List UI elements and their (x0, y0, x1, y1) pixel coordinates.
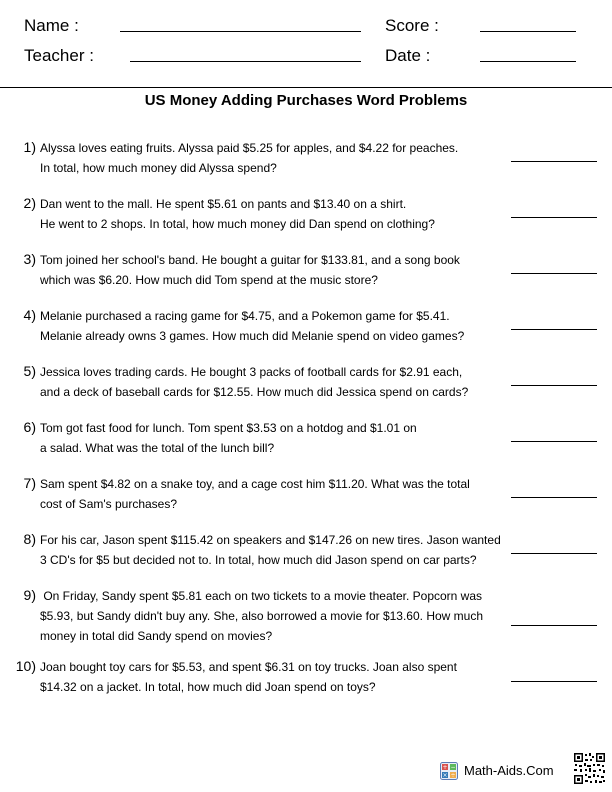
answer-blank[interactable] (511, 273, 597, 274)
problem-line: Melanie purchased a racing game for $4.75, and a Pokemon game for $5.41. (40, 309, 450, 323)
answer-blank[interactable] (511, 441, 597, 442)
problem-text (40, 306, 508, 346)
date-label: Date : (385, 46, 431, 65)
svg-text:+: + (442, 764, 448, 771)
problem-number: 8) (23, 531, 36, 547)
problem-line: On Friday, Sandy spent $5.81 each on two tickets to a movie theater. Popcorn was (40, 589, 483, 603)
problem-line: money in total did Sandy spend on movies? (40, 629, 273, 643)
answer-blank[interactable] (511, 385, 597, 386)
problem-line: Tom joined her school's band. He bought a guitar for $133.81, and a song book (40, 253, 460, 267)
problem-line: In total, how much money did Alyssa spend? (40, 161, 277, 175)
site-name[interactable]: Math-Aids.Com (464, 763, 554, 778)
problem-text (40, 530, 508, 570)
problem-number: 4) (23, 307, 36, 323)
problem-text (40, 250, 508, 290)
problem-text (40, 474, 508, 514)
problem-line: Tom got fast food for lunch. Tom spent $3.53 on a hotdog and $1.01 on (40, 421, 417, 435)
header-divider (0, 87, 612, 88)
calculator-icon (440, 762, 458, 780)
qr-code-icon (573, 752, 606, 785)
svg-text:×: × (442, 772, 448, 779)
problem-number: 1) (23, 139, 36, 155)
svg-text:−: − (450, 764, 456, 771)
problem-line: Sam spent $4.82 on a snake toy, and a cage cost him $11.20. What was the total (40, 477, 470, 491)
problem-text (40, 418, 508, 458)
problem-line: For his car, Jason spent $115.42 on speakers and $147.26 on new tires. Jason wanted (40, 533, 501, 547)
name-label: Name : (24, 16, 79, 35)
answer-blank[interactable] (511, 161, 597, 162)
problem-line: and a deck of baseball cards for $12.55. How much did Jessica spend on cards? (40, 385, 469, 399)
problem-line: Dan went to the mall. He spent $5.61 on pants and $13.40 on a shirt. (40, 197, 407, 211)
problem-line: He went to 2 shops. In total, how much money did Dan spend on clothing? (40, 217, 435, 231)
answer-blank[interactable] (511, 681, 597, 682)
problem-number: 2) (23, 195, 36, 211)
problem-line: 3 CD's for $5 but decided not to. In total, how much did Jason spend on car parts? (40, 553, 477, 567)
problem-number: 9) (23, 587, 36, 603)
teacher-label: Teacher : (24, 46, 94, 65)
svg-text:÷: ÷ (450, 772, 456, 779)
problem-text (40, 362, 508, 402)
answer-blank[interactable] (511, 497, 597, 498)
teacher-blank[interactable] (130, 61, 361, 62)
problem-number: 6) (23, 419, 36, 435)
answer-blank[interactable] (511, 329, 597, 330)
problem-text (40, 657, 508, 697)
problem-line: cost of Sam's purchases? (40, 497, 178, 511)
problem-line: Alyssa loves eating fruits. Alyssa paid $5.25 for apples, and $4.22 for peaches. (40, 141, 459, 155)
problem-number: 7) (23, 475, 36, 491)
problem-number: 3) (23, 251, 36, 267)
answer-blank[interactable] (511, 553, 597, 554)
score-blank[interactable] (480, 31, 576, 32)
problem-text (40, 138, 508, 178)
problem-line: a salad. What was the total of the lunch bill? (40, 441, 275, 455)
problem-line: Melanie already owns 3 games. How much did Melanie spend on video games? (40, 329, 465, 343)
answer-blank[interactable] (511, 625, 597, 626)
problem-text (40, 194, 508, 234)
answer-blank[interactable] (511, 217, 597, 218)
problem-number: 5) (23, 363, 36, 379)
date-blank[interactable] (480, 61, 576, 62)
problem-line: which was $6.20. How much did Tom spend at the music store? (40, 273, 378, 287)
worksheet-title: US Money Adding Purchases Word Problems (144, 92, 468, 109)
score-label: Score : (385, 16, 439, 35)
name-blank[interactable] (120, 31, 361, 32)
problem-line: Joan bought toy cars for $5.53, and spent $6.31 on toy trucks. Joan also spent (40, 660, 457, 674)
problem-text (40, 586, 508, 646)
problem-number: 10) (15, 658, 36, 674)
problem-line: Jessica loves trading cards. He bought 3 packs of football cards for $2.91 each, (40, 365, 463, 379)
problem-line: $5.93, but Sandy didn't buy any. She, also borrowed a movie for $13.60. How much (40, 609, 483, 623)
problem-line: $14.32 on a jacket. In total, how much did Joan spend on toys? (40, 680, 376, 694)
